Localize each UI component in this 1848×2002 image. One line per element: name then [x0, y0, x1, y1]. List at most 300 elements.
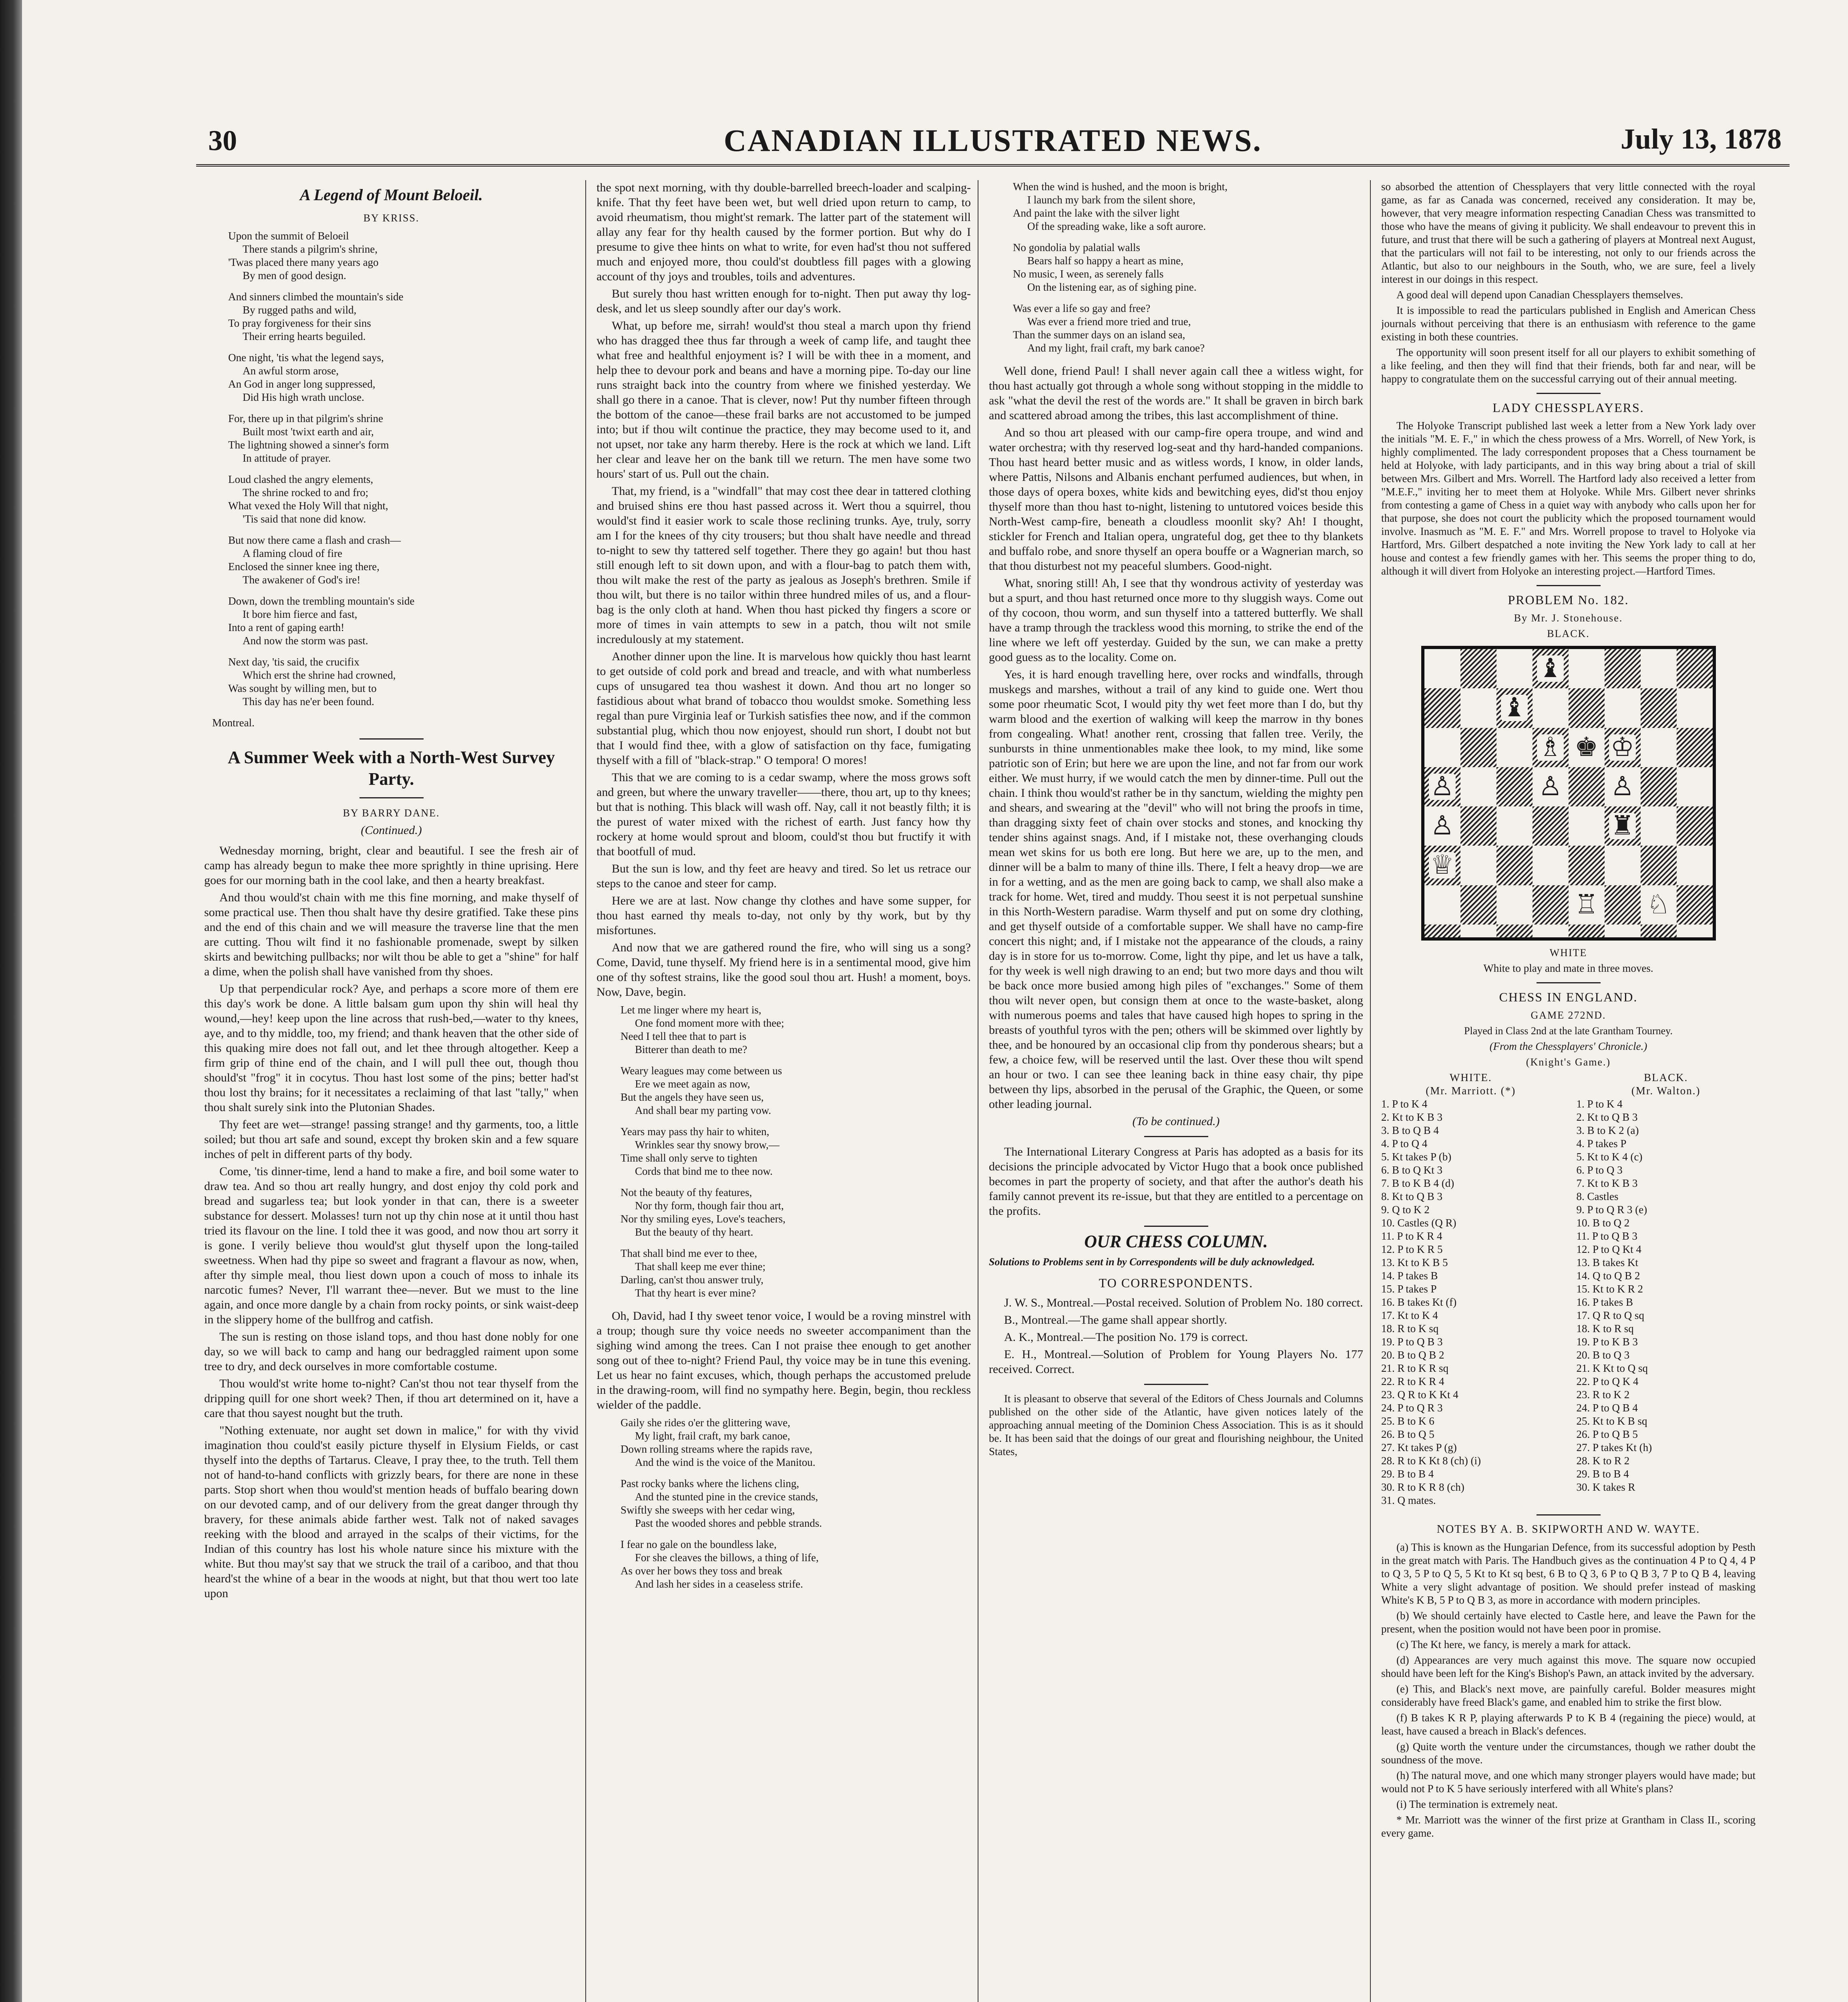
chess-paragraph: so absorbed the attention of Chessplayers that very little connected with the royal game, as far as Canada was concerned, received any consideration. It may be, however, that very meagre information respecting Canadian Chess was transmitted to those who have the means of giving it publicity. We shall endeavour to prevent this in future, and trust that there will be such a gathering of players at Montreal next August, that the particulars will not fail to be interesting, not only to our friends across the Atlantic, but also to our neighbours in the South, who, we are sure, feel a lively interest in our doings in this respect. — [1381, 181, 1756, 285]
game-notes — [1381, 1541, 1756, 1840]
board-square — [1569, 688, 1605, 728]
game-opening: (Knight's Game.) — [1526, 1056, 1611, 1068]
board-square — [1677, 728, 1713, 767]
legend-poem — [212, 229, 579, 730]
poem-stanza — [228, 595, 579, 647]
poem-line: Next day, 'tis said, the crucifix — [228, 656, 360, 668]
note-entry: * Mr. Marriott was the winner of the first prize at Grantham in Class II., scoring every game. — [1381, 1814, 1756, 1839]
poem-line: Upon the summit of Beloeil — [228, 230, 349, 242]
chess-piece: ♙ — [1609, 774, 1636, 800]
move-entry: 20. B to Q B 2 — [1381, 1349, 1444, 1361]
poem-line: Their erring hearts beguiled. — [243, 330, 366, 342]
move-entry: 10. Castles (Q R) — [1381, 1217, 1456, 1229]
move-entry: 1. P to K 4 — [1576, 1098, 1623, 1110]
poem-line: And my light, frail craft, my bark canoe? — [1027, 342, 1205, 354]
article-paragraph: What, up before me, sirrah! would'st thou steal a march upon thy friend who has dragged thee thus far through a week of camp life, and taught thee what free and healthful enjoyment is? I will be with thee in a moment, and help thee to devour pork and beans and have a morning pipe. To-day our line runs straight back into the country from where we finished yesterday. We shall go there in a canoe. That is clever, now! Put thy number fifteen through the bottom of the canoe—these frail barks are not accustomed to be jumped into; but if thou wilt continue the practice, they may become used to it, and not upset, nor take any harm thereby. Here is the rock at which we land. Lift her clear and leave her on the bank till we return. The men have some two hours' start of us. Pull out the chain. — [597, 319, 971, 480]
poem-line: Which erst the shrine had crowned, — [243, 669, 396, 681]
board-square — [1424, 925, 1460, 937]
white-label: WHITE — [1549, 947, 1587, 959]
poem-line: But the beauty of thy heart. — [635, 1226, 753, 1238]
article-paragraph: But the sun is low, and thy feet are heavy and tired. So let us retrace our steps to the canoe and steer for camp. — [597, 862, 971, 890]
note-entry: (h) The natural move, and one which many stronger players would have made; but would not P to K 5 have seriously interfered with all White's plans? — [1381, 1769, 1756, 1795]
move-entry: 29. B to B 4 — [1381, 1468, 1434, 1480]
section-rule — [1537, 1514, 1601, 1516]
move-entry: 16. P takes B — [1576, 1296, 1633, 1308]
poem-line: Let me linger where my heart is, — [621, 1004, 761, 1016]
poem-line: Was sought by willing men, but to — [228, 682, 377, 694]
board-square — [1533, 925, 1569, 937]
chess-problem-board — [1421, 646, 1716, 941]
board-square — [1496, 806, 1533, 846]
board-square — [1605, 885, 1641, 925]
poem-line: But the angels they have seen us, — [621, 1091, 764, 1103]
move-entry: 10. B to Q 2 — [1576, 1217, 1630, 1229]
problem-caption: White to play and mate in three moves. — [1483, 962, 1653, 974]
board-square — [1641, 688, 1677, 728]
poem-line: Cords that bind me to thee now. — [635, 1165, 773, 1177]
poem-line: Past rocky banks where the lichens cling, — [621, 1477, 799, 1489]
move-entry: 26. B to Q 5 — [1381, 1428, 1434, 1440]
poem-line: Bears half so happy a heart as mine, — [1027, 255, 1183, 267]
board-square — [1605, 925, 1641, 937]
chess-paragraph: It is impossible to read the particulars published in English and American Chess journals without perceiving that there is an enthusiasm with reference to the game existing in both these countries. — [1381, 304, 1756, 343]
poem-line: That thy heart is ever mine? — [635, 1287, 756, 1299]
move-entry: 6. B to Q Kt 3 — [1381, 1164, 1443, 1176]
move-entry: 26. P to Q B 5 — [1576, 1428, 1638, 1440]
poem-line: And the stunted pine in the crevice stands, — [635, 1491, 818, 1503]
poem-line: An God in anger long suppressed, — [228, 378, 376, 390]
chess-piece: ♙ — [1537, 774, 1564, 800]
poem-line: Enclosed the sinner knee ing there, — [228, 561, 380, 573]
poem-stanza — [621, 1186, 971, 1239]
poem-line: And the wind is the voice of the Manitou. — [635, 1456, 816, 1468]
poem-line: Down rolling streams where the rapids rave, — [621, 1443, 813, 1455]
board-square — [1460, 925, 1496, 937]
move-entry: 5. Kt to K 4 (c) — [1576, 1151, 1643, 1163]
board-square — [1533, 649, 1569, 688]
board-square — [1569, 885, 1605, 925]
poem-line: I fear no gale on the boundless lake, — [621, 1538, 777, 1550]
board-square — [1677, 649, 1713, 688]
move-entry: 17. Kt to K 4 — [1381, 1309, 1438, 1321]
poem-line: That shall keep me ever thine; — [635, 1260, 766, 1272]
poem-line: 'Tis said that none did know. — [243, 513, 366, 525]
summer-byline: BY BARRY DANE. — [343, 807, 440, 819]
poem-stanza — [1013, 241, 1363, 294]
poem-line: Past the wooded shores and pebble strands. — [635, 1517, 822, 1529]
poem-line: To pray forgiveness for their sins — [228, 317, 371, 329]
move-entry: 12. P to Q Kt 4 — [1576, 1243, 1642, 1255]
poem-line: Need I tell thee that to part is — [621, 1030, 747, 1042]
poem-line: It bore him fierce and fast, — [243, 608, 358, 620]
poem-stanza — [228, 534, 579, 587]
article-paragraph: This that we are coming to is a cedar swamp, where the moss grows soft and green, but where the unwary traveller——there, thou art, up to thy knees; but that is nothing. This black will wash off. Nay, call it not beastly filth; it is the purest of water mixed with the richest of earth. Just fancy how thy rockery at home would sprout and bloom, could'st thou but fructify it with that bootfull of mud. — [597, 771, 971, 858]
note-entry: (a) This is known as the Hungarian Defence, from its successful adoption by Pesth in the great match with Paris. The Handbuch gives as the continuation 4 P to Q 4, 4 P to Q 3, 5 P to Q 5, 5 Kt to Kt sq best, 6 B to Q 3, 6 P to Q B 3, 7 P to Q B 4, leaving White a very slight advantage of position. We should prefer instead of masking White's K B, 5 P to Q B 3, as more in accordance with modern principles. — [1381, 1541, 1756, 1606]
board-square — [1605, 649, 1641, 688]
move-entry: 13. B takes Kt — [1576, 1256, 1638, 1268]
chess-piece: ♗ — [1537, 734, 1564, 761]
poem-line: Than the summer days on an island sea, — [1013, 329, 1185, 341]
move-entry: 25. B to K 6 — [1381, 1415, 1434, 1427]
song-verse — [1013, 180, 1363, 355]
move-entry: 27. Kt takes P (g) — [1381, 1441, 1457, 1453]
correspondents-title: TO CORRESPONDENTS. — [1099, 1276, 1253, 1290]
chess-piece: ♝ — [1537, 655, 1564, 682]
move-entry: 12. P to K R 5 — [1381, 1243, 1443, 1255]
poem-stanza — [228, 351, 579, 404]
move-entry: 5. Kt takes P (b) — [1381, 1151, 1452, 1163]
poem-line: Not the beauty of thy features, — [621, 1186, 752, 1198]
poem-line: Built most 'twixt earth and air, — [243, 426, 374, 438]
problem-author: By Mr. J. Stonehouse. — [1514, 612, 1623, 624]
poem-line: Did His high wrath unclose. — [243, 391, 364, 403]
correspondent-entry: B., Montreal.—The game shall appear shortly. — [1004, 1313, 1227, 1327]
article-paragraph: What, snoring still! Ah, I see that thy wondrous activity of yesterday was but a spurt, and thou hast returned once more to thy sluggish ways. Come out of thy cocoon, thou worm, and sun thyself into a tattered butterfly. We shall have a tramp through the trackless wood this morning, to strike the end of the line where we left off yesterday. Guided by the sun, we can make a pretty good guess as to the locality. Come on. — [989, 577, 1363, 664]
section-rule — [1537, 393, 1601, 394]
move-entry: 9. P to Q R 3 (e) — [1576, 1204, 1647, 1216]
move-entry: 4. P to Q 4 — [1381, 1138, 1428, 1150]
board-square — [1460, 846, 1496, 885]
move-entry: 23. Q R to K Kt 4 — [1381, 1389, 1458, 1401]
move-entry: 14. Q to Q B 2 — [1576, 1270, 1640, 1282]
poem-line: Darling, can'st thou answer truly, — [621, 1274, 764, 1286]
poem-line: No music, I ween, as serenely falls — [1013, 268, 1164, 280]
black-moves-header: BLACK. — [1644, 1071, 1688, 1083]
board-square — [1424, 885, 1460, 925]
poem-line: The lightning showed a sinner's form — [228, 439, 389, 451]
move-entry: 25. Kt to K B sq — [1576, 1415, 1647, 1427]
poem-line: One fond moment more with thee; — [635, 1017, 784, 1029]
poem-place: Montreal. — [212, 717, 255, 729]
poem-line: For she cleaves the billows, a thing of life, — [635, 1552, 819, 1564]
poem-line: Wrinkles sear thy snowy brow,— — [635, 1139, 779, 1151]
article-paragraph: And thou would'st chain with me this fine morning, and make thyself of some practical use. Then thou shalt have thy desire gratified. Take these pins and the end of this chain and we will measure the traverse line that the men are cutting. Thou wilt find it no fashionable promenade, swept by silken skirts and bewitching pullbacks; nor wilt thou be able to get a "shine" for half a dime, when the polish shall have vanished from thy shoes. — [204, 891, 579, 978]
game-moves — [1381, 1071, 1756, 1507]
poem-stanza — [228, 412, 579, 465]
column-1 — [204, 180, 579, 1603]
article-paragraph: Well done, friend Paul! I shall never again call thee a witless wight, for thou hast actually got through a whole song without stopping in the middle to ask "what the devil the rest of the words are." It shall be graven in birch bark and scattered abroad among the tribes, this last accomplishment of thine. — [989, 364, 1363, 422]
board-square — [1533, 885, 1569, 925]
article-paragraph: But surely thou hast written enough for to-night. Then put away thy log-desk, and let us sleep soundly after our day's work. — [597, 287, 971, 315]
chess-notice: Solutions to Problems sent in by Correspondents will be duly acknowledged. — [989, 1256, 1315, 1268]
correspondent-entry: E. H., Montreal.—Solution of Problem for Young Players No. 177 received. Correct. — [989, 1348, 1363, 1376]
section-rule — [1144, 1136, 1208, 1137]
board-square — [1605, 728, 1641, 767]
article-paragraph: Come, 'tis dinner-time, lend a hand to make a fire, and boil some water to draw tea. And so thou art really hungry, and dost enjoy thy cold pork and bread and sugarless tea; but look yonder in that can, there is a sweeter substance for dessert. Molasses! turn not up thy chin nose at it until thou hast tried its flavour on the line. I told thee it was good, and now thou art sorry it is gone. I verily believe thou would'st glut thyself upon the long-tailed sweetness. When had thy pipe so sweet and fragrant a flavour as now, when, after thy simple meal, thou liest down upon a couch of moss to inhale its narcotic fumes? Never, I'll warrant thee—never. But we must to the line again, and once more dangle by a chain from rocky points, or sink waist-deep in the slippery home of the bullfrog and catfish. — [204, 1165, 579, 1326]
board-square — [1460, 885, 1496, 925]
game-heading: CHESS IN ENGLAND. — [1499, 990, 1638, 1004]
board-square — [1677, 925, 1713, 937]
to-be-continued: (To be continued.) — [1132, 1115, 1220, 1128]
move-entry: 21. K Kt to Q sq — [1576, 1362, 1648, 1374]
board-square — [1460, 767, 1496, 806]
chess-paragraph: It is pleasant to observe that several of the Editors of Chess Journals and Columns published on the other side of the Atlantic, have given notices lately of the approaching annual meeting of the Dominion Chess Association. This is as it should be. It has been said that the doings of our great and flourishing neighbour, the United States, — [989, 1393, 1363, 1457]
board-square — [1641, 885, 1677, 925]
move-entry: 30. R to K R 8 (ch) — [1381, 1481, 1464, 1493]
move-entry: 3. B to K 2 (a) — [1576, 1124, 1639, 1136]
note-entry: (b) We should certainly have elected to Castle here, and leave the Pawn for the present, when the position would not have been poor in promise. — [1381, 1610, 1756, 1635]
board-square — [1533, 846, 1569, 885]
board-square — [1677, 688, 1713, 728]
poem-line: Time shall only serve to tighten — [621, 1152, 757, 1164]
poem-line: And shall bear my parting vow. — [635, 1104, 771, 1116]
board-square — [1424, 728, 1460, 767]
poem-stanza — [1013, 302, 1363, 355]
move-entry: 1. P to K 4 — [1381, 1098, 1428, 1110]
move-entry: 2. Kt to Q B 3 — [1576, 1111, 1638, 1123]
board-square — [1677, 806, 1713, 846]
masthead-title: CANADIAN ILLUSTRATED NEWS. — [723, 123, 1262, 158]
board-square — [1533, 767, 1569, 806]
poem-line: That shall bind me ever to thee, — [621, 1247, 757, 1259]
poem-line: Gaily she rides o'er the glittering wave, — [621, 1417, 790, 1429]
section-rule — [360, 738, 424, 740]
poem-stanza — [621, 1247, 971, 1300]
white-player: (Mr. Marriott. (*) — [1426, 1085, 1516, 1097]
poem-line: But now there came a flash and crash— — [228, 534, 401, 546]
poem-stanza — [228, 229, 579, 282]
poem-line: Bitterer than death to me? — [635, 1043, 747, 1055]
section-rule — [360, 797, 424, 798]
article-paragraph: Thou would'st write home to-night? Can'st thou not tear thyself from the dripping quill for one short week? Then, if thou art determined on it, have a care that thou sayest nought but the truth. — [204, 1377, 579, 1420]
move-entry: 28. R to K Kt 8 (ch) (i) — [1381, 1455, 1481, 1467]
article-paragraph: Another dinner upon the line. It is marvelous how quickly thou hast learnt to get outside of cold pork and bread and treacle, and with what numberless cups of unsugared tea thou washest it down. And thou art no longer so fastidious about what brand of tobacco thou wouldst smoke. Something less regal than pure Virginia leaf or Turkish satisfies thee now, and if the common substantial plug, which thou now enjoyest, should run short, I doubt not but that I would find thee, with a glow of satisfaction on thy face, fumigating thyself with a fill of "black-strap." O tempora! O mores! — [597, 650, 971, 767]
article-paragraph: The sun is resting on those island tops, and thou hast done nobly for one day, so we will back to camp and hang our bedraggled raiment upon some tree to dry, and deck ourselves in more comfortable costume. — [204, 1330, 579, 1373]
move-entry: 6. P to Q 3 — [1576, 1164, 1623, 1176]
article-paragraph: "Nothing extenuate, nor aught set down in malice," for with thy vivid imagination thou could'st easily picture thyself in Elysium Fields, or cast thyself into the depths of Tartarus. Cleave, I pray thee, to the truth. Tell them not of hand-to-hand conflicts with grizzly bears, for there are none in these parts. Stop short when thou would'st mention heads of buffalo bearing down on our devoted camp, and of our delivery from the great danger through thy bravery, for these animals abide farther west. Talk not of naked savages reeking with the blood and arrayed in the scalps of their victims, for the Indian of this country has lost his whole nature since his mixture with the white. But thou may'st say that we struck the trail of a cariboo, and that thou heard'st the whine of a bear in the woods at night, but that thou wert too late upon — [204, 1424, 579, 1600]
move-entry: 24. P to Q B 4 — [1576, 1402, 1638, 1414]
chess-piece: ♙ — [1429, 774, 1456, 800]
notes-title: NOTES BY A. B. SKIPWORTH AND W. WAYTE. — [1436, 1523, 1700, 1536]
move-entry: 28. K to R 2 — [1576, 1455, 1630, 1467]
board-square — [1460, 806, 1496, 846]
board-square — [1496, 885, 1533, 925]
chess-piece: ♔ — [1609, 734, 1636, 761]
black-player: (Mr. Walton.) — [1631, 1085, 1701, 1097]
white-moves-list — [1381, 1097, 1561, 1507]
poem-line: And now the storm was past. — [243, 635, 368, 647]
article-paragraph: Wednesday morning, bright, clear and beautiful. I see the fresh air of camp has already begun to make thee more sprightly in thine uprising. Here goes for our morning bath in the cool lake, and then a hearty breakfast. — [204, 844, 579, 887]
board-square — [1641, 728, 1677, 767]
chess-paragraph: The opportunity will soon present itself for all our players to exhibit something of a like feeling, and then they will find that their friends, both far and near, will be happy to congratulate them on the successful carrying out of their annual meeting. — [1381, 346, 1756, 385]
move-entry: 20. B to Q 3 — [1576, 1349, 1630, 1361]
move-entry: 31. Q mates. — [1381, 1494, 1436, 1506]
poem-stanza — [228, 655, 579, 708]
issue-date: July 13, 1878 — [1620, 123, 1782, 155]
column-4 — [1381, 180, 1756, 1842]
board-square — [1605, 767, 1641, 806]
summer-title: A Summer Week with a North-West Survey Party. — [227, 748, 555, 789]
poem-line: A flaming cloud of fire — [243, 547, 342, 559]
poem-line: Into a rent of gaping earth! — [228, 621, 345, 633]
board-square — [1569, 806, 1605, 846]
poem-line: For, there up in that pilgrim's shrine — [228, 412, 383, 424]
poem-line: What vexed the Holy Will that night, — [228, 500, 388, 512]
board-square — [1605, 806, 1641, 846]
poem-line: Was ever a life so gay and free? — [1013, 302, 1151, 314]
poem-line: Down, down the trembling mountain's side — [228, 595, 415, 607]
chess-piece: ♚ — [1573, 734, 1600, 761]
article-paragraph: Yes, it is hard enough travelling here, over rocks and windfalls, through muskegs and marshes, without a trail of any kind to guide one. Wert thou some poor rheumatic Scot, I would pity thy wet feet more than I do, but thy warm blood and the exertion of walking will keep the marrow in thy bones from congealing. What! another rent, crossing that fallen tree. Verily, the sunbursts in thine unmentionables make thee look, to my mind, like some patriotic son of Erin; but here we are upon the line, and not far from our work either. We must hurry, if we would catch the men by dinner-time. Pull out the chain. I think thou would'st rather be in thy sanctum, wielding the mighty pen and shears, and swearing at the "devil" who will not bring the proofs in time, than dragging sixty feet of chain over stocks and stones, and knocking thy tender shins against snags. And, if I mistake not, these overhanging clouds mean wet skins for us both ere long. But here we are, up to the men, and dinner will be a balm to many of thine ills. There, I felt a heavy drop—we are in for a wetting, and as the men are going back to camp, we shall also make a track for home. Wet, tired and muddy. Thou seest it is not perpetual sunshine in this North-Western paradise. Warm thyself and put on some dry clothing, and get thyself outside of a comfortable supper. We shall have no camp-fire concert this night; and, if I mistake not the appearance of the clouds, a rainy day is in store for us to-morrow. Come, light thy pipe, and let us have a talk, for thy week is well nigh drawing to an end; but two more days and thou wilt be back once more busied among high piles of "exchanges." Some of them thou wilt never open, but consign them at once to the waste-basket, along with numerous poems and tales that have caused high hopes to spring in the breasts of youthful tyros with the pen; others will be skimmed over lightly by thee, and be honoured by an occasional clip from thy ponderous shears; but a few, a choice few, will be reserved until the last. Over these thou wilt spend an hour or two. I can see thee leaning back in thine easy chair, thy pipe between thy lips, absorbed in the perusal of the Graphic, the Queen, or some other leading journal. — [989, 668, 1363, 1111]
chess-piece: ♝ — [1501, 695, 1528, 721]
poem-stanza — [228, 290, 579, 343]
article-paragraph: Oh, David, had I thy sweet tenor voice, I would be a roving minstrel with a troup; though sure thy voice needs no sweeter accompaniment than the sighing wind among the trees. Can I not praise thee enough to get another song out of thee to-night? Friend Paul, thy voice may be in tune this evening. Let us hear no faint excuses, which, though perhaps the accustomed prelude in the drawing-room, will find no sympathy here. Begin, begin, thou reckless wielder of the paddle. — [597, 1309, 971, 1411]
board-square — [1496, 846, 1533, 885]
note-entry: (i) The termination is extremely neat. — [1396, 1798, 1558, 1810]
board-square — [1569, 846, 1605, 885]
article-paragraph: Up that perpendicular rock? Aye, and perhaps a score more of them ere this day's work be done. A little balsam gum upon thy shin will heal thy wound,—hey! keep upon the line across that rush-bed,—water to thy knees, aye, and to thy middle, too, my friend; and thank heaven that the other side of this quaking mire does not fall out, and let thee through altogether. Keep a firm grip of thine end of the chain, and I will pull thee out, though thou should'st "frog" it in cocytus. Thou hast lost some of the pins; better had'st thou lost thy brains; for it necessitates a reclaiming of that last "tally," when thou shalt surely sink into the Plutonian Shades. — [204, 982, 579, 1114]
poem-line: And paint the lake with the silver light — [1013, 207, 1180, 219]
poem-line: Nor thy smiling eyes, Love's teachers, — [621, 1213, 786, 1225]
chess-paragraph: The Holyoke Transcript published last week a letter from a New York lady over the initials "M. E. F.," in which the chess prowess of a Mrs. Worrell, of New York, is highly complimented. The lady correspondent proposes that a Chess tournament be held at Holyoke, with lady participants, and in this way bring about a trial of skill between Mrs. Gilbert and Mrs. Worrell. The Hartford lady also received a letter from "M.E.F.," inviting her to meet them at Holyoke. While Mrs. Gilbert never shrinks from contesting a game of Chess in a quiet way with anybody who calls upon her for that purpose, she does not court the publicity which the proposed tournament would involve. Inasmuch as "M. E. F." and Mrs. Worrell propose to travel to Holyoke via Hartford, Mrs. Gilbert despatched a note inviting the New York lady to call at her house and contest a few friendly games with her. This seems the proper thing to do, although it will divert from Holyoke an interesting project.—Hartford Times. — [1381, 420, 1756, 577]
section-rule — [1144, 1384, 1208, 1385]
black-moves-list — [1577, 1097, 1756, 1507]
move-entry: 9. Q to K 2 — [1381, 1204, 1430, 1216]
poem-stanza — [1013, 180, 1363, 233]
board-square — [1496, 649, 1533, 688]
move-entry: 17. Q R to Q sq — [1576, 1309, 1645, 1321]
poem-line: By men of good design. — [243, 269, 346, 281]
move-entry: 8. Castles — [1576, 1190, 1619, 1202]
poem-line: Weary leagues may come between us — [621, 1065, 782, 1077]
board-square — [1424, 649, 1460, 688]
board-square — [1569, 767, 1605, 806]
column-2 — [597, 180, 971, 1600]
board-square — [1533, 688, 1569, 728]
move-entry: 15. Kt to K R 2 — [1576, 1283, 1643, 1295]
poem-line: One night, 'tis what the legend says, — [228, 352, 384, 364]
move-entry: 2. Kt to K B 3 — [1381, 1111, 1443, 1123]
game-number: GAME 272ND. — [1531, 1009, 1606, 1021]
move-entry: 18. K to R sq — [1576, 1323, 1634, 1335]
article-paragraph: Here we are at last. Now change thy clothes and have some supper, for thou hast earned thy meals to-day, not only by thy work, but by thy misfortunes. — [597, 894, 971, 937]
chess-piece: ♘ — [1645, 892, 1672, 918]
poem-line: And sinners climbed the mountain's side — [228, 291, 404, 303]
move-entry: 16. B takes Kt (f) — [1381, 1296, 1457, 1308]
poem-line: As over her bows they toss and break — [621, 1565, 783, 1577]
board-square — [1460, 688, 1496, 728]
move-entry: 22. P to Q K 4 — [1576, 1375, 1639, 1387]
board-square — [1424, 806, 1460, 846]
board-square — [1641, 649, 1677, 688]
legend-byline: BY KRISS. — [363, 212, 420, 224]
section-rule — [1537, 982, 1601, 983]
poem-stanza — [621, 1538, 971, 1591]
board-square — [1533, 806, 1569, 846]
problem-title: PROBLEM No. 182. — [1508, 593, 1629, 607]
move-entry: 30. K takes R — [1576, 1481, 1635, 1493]
board-square — [1641, 806, 1677, 846]
note-entry: (f) B takes K R P, playing afterwards P to K B 4 (regaining the piece) would, at least, have caused a breach in Black's defences. — [1381, 1712, 1756, 1737]
board-square — [1677, 846, 1713, 885]
board-square — [1605, 688, 1641, 728]
move-entry: 19. P to Q B 3 — [1381, 1336, 1443, 1348]
board-square — [1605, 846, 1641, 885]
page-header — [188, 120, 1798, 168]
move-entry: 13. Kt to K B 5 — [1381, 1256, 1448, 1268]
board-square — [1569, 649, 1605, 688]
board-square — [1641, 846, 1677, 885]
article-paragraph: Thy feet are wet—strange! passing strange! and thy garments, too, a little soiled; but thou art safe and sound, except thy broken skin and a few square inches of pelt in different parts of thy body. — [204, 1118, 579, 1161]
move-entry: 29. B to B 4 — [1576, 1468, 1629, 1480]
move-entry: 15. P takes P — [1381, 1283, 1437, 1295]
correspondent-entry: J. W. S., Montreal.—Postal received. Solution of Problem No. 180 correct. — [1004, 1296, 1363, 1309]
section-rule — [1144, 1226, 1208, 1227]
poem-line: Years may pass thy hair to whiten, — [621, 1126, 769, 1138]
poem-line: Ere we meet again as now, — [635, 1078, 750, 1090]
poem-line: In attitude of prayer. — [243, 452, 331, 464]
move-entry: 11. P to K R 4 — [1381, 1230, 1442, 1242]
chess-piece: ♕ — [1429, 852, 1456, 878]
poem-line: I launch my bark from the silent shore, — [1027, 194, 1195, 206]
board-square — [1460, 649, 1496, 688]
poem-line: Swiftly she sweeps with her cedar wing, — [621, 1504, 795, 1516]
board-square — [1677, 767, 1713, 806]
news-paragraph: The International Literary Congress at Paris has adopted as a basis for its decisions the principle advocated by Victor Hugo that a book once published becomes in part the property of society, and that after the author's death his family cannot prevent its re-issue, but that they are entitled to a percentage on the profits. — [989, 1145, 1363, 1218]
board-square — [1424, 767, 1460, 806]
move-entry: 21. R to K R sq — [1381, 1362, 1449, 1374]
board-square — [1569, 728, 1605, 767]
poem-line: When the wind is hushed, and the moon is bright, — [1013, 181, 1228, 193]
black-label: BLACK. — [1547, 628, 1590, 639]
section-rule — [1537, 585, 1601, 586]
song-verse — [621, 1003, 971, 1300]
poem-stanza — [621, 1416, 971, 1469]
poem-line: And lash her sides in a ceaseless strife. — [635, 1578, 803, 1590]
article-paragraph: the spot next morning, with thy double-barrelled breech-loader and scalping-knife. That thy feet have been wet, but well dried upon return to camp, to avoid rheumatism, thou might'st remark. The latter part of the statement will allay any fear for thy health caused by the former portion. But why do I presume to give thee hints on what to write, for even had'st thou not suffered much and enjoyed more, thou could'st doubtless fill pages with a glowing account of thy joys and troubles, toils and adventures. — [597, 181, 971, 283]
move-entry: 23. R to K 2 — [1576, 1389, 1630, 1401]
column-3 — [989, 180, 1363, 1461]
poem-line: On the listening ear, as of sighing pine. — [1027, 281, 1197, 293]
board-square — [1677, 885, 1713, 925]
page-binding-edge — [0, 0, 22, 2002]
note-entry: (g) Quite worth the venture under the circumstances, though we rather doubt the soundness of the move. — [1381, 1741, 1756, 1766]
game-source: (From the Chessplayers' Chronicle.) — [1489, 1040, 1647, 1052]
board-square — [1496, 925, 1533, 937]
board-square — [1496, 767, 1533, 806]
chess-piece: ♖ — [1573, 892, 1600, 918]
legend-title: A Legend of Mount Beloeil. — [300, 186, 483, 204]
chess-piece: ♙ — [1429, 813, 1456, 839]
move-entry: 7. Kt to K B 3 — [1576, 1177, 1638, 1189]
poem-line: My light, frail craft, my bark canoe, — [635, 1430, 790, 1442]
correspondent-entry: A. K., Montreal.—The position No. 179 is correct. — [1004, 1331, 1248, 1344]
poem-line: Of the spreading wake, like a soft aurore. — [1027, 220, 1206, 232]
note-entry: (d) Appearances are very much against this move. The square now occupied should have been left for the King's Bishop's Pawn, an attack invited by the adversary. — [1381, 1654, 1756, 1679]
page-number: 30 — [208, 125, 237, 157]
summer-continued: (Continued.) — [361, 824, 422, 837]
board-square — [1460, 728, 1496, 767]
move-entry: 3. B to Q B 4 — [1381, 1124, 1439, 1136]
newspaper-page — [188, 120, 1798, 2002]
article-paragraph: And now that we are gathered round the fire, who will sing us a song? Come, David, tune thyself. My friend here is in a sentimental mood, give him one of thy softest strains, like the good soul thou art. Hush! a moment, boys. Now, Dave, begin. — [597, 941, 971, 999]
board-square — [1569, 925, 1605, 937]
note-entry: (e) This, and Black's next move, are painfully careful. Bolder measures might considerably have freed Black's game, and enabled him to strike the first blow. — [1381, 1683, 1756, 1708]
poem-line: The shrine rocked to and fro; — [243, 486, 369, 498]
poem-line: An awful storm arose, — [243, 365, 339, 377]
chess-paragraph: A good deal will depend upon Canadian Chessplayers themselves. — [1396, 289, 1683, 301]
poem-line: There stands a pilgrim's shrine, — [243, 243, 378, 255]
board-square — [1424, 846, 1460, 885]
poem-line: This day has ne'er been found. — [243, 695, 374, 708]
poem-stanza — [228, 473, 579, 526]
board-square — [1641, 925, 1677, 937]
board-square — [1496, 688, 1533, 728]
poem-line: Loud clashed the angry elements, — [228, 473, 374, 485]
poem-stanza — [621, 1064, 971, 1117]
white-moves-header: WHITE. — [1449, 1071, 1492, 1083]
board-square — [1496, 728, 1533, 767]
